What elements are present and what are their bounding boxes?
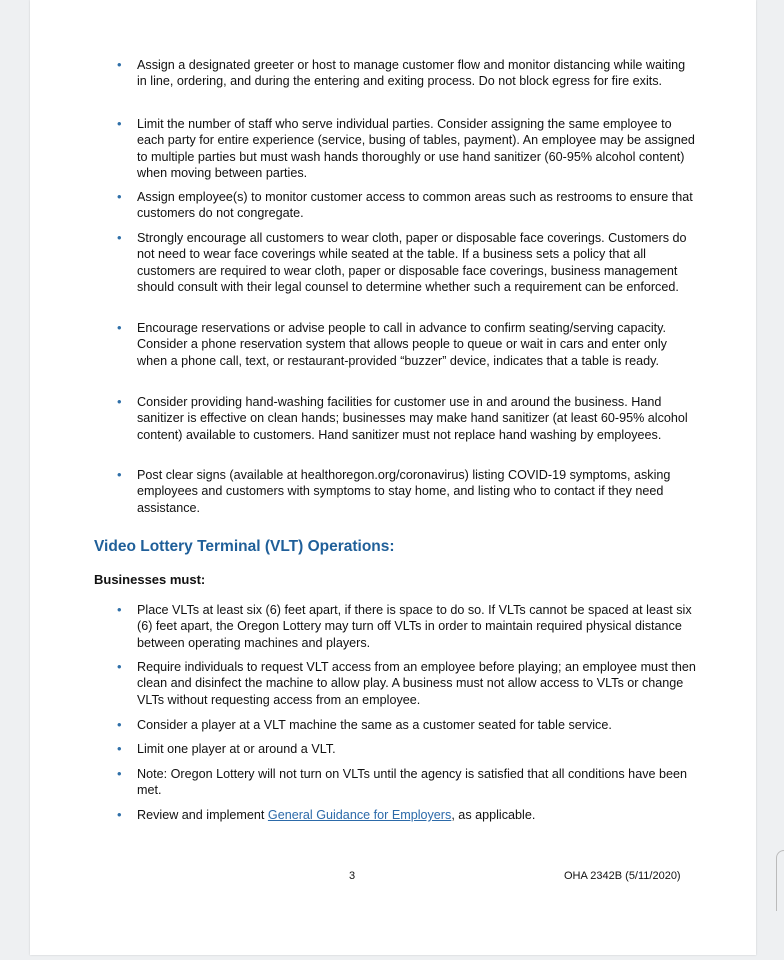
list-item [117,717,697,733]
bullet-icon: • [117,116,122,131]
bullet-icon: • [117,766,122,781]
section-heading: Video Lottery Terminal (VLT) Operations: [94,538,395,555]
bullet-icon: • [117,602,122,617]
bullet-icon: • [117,230,122,245]
list-item-text-suffix: , as applicable. [451,808,536,822]
bullet-icon: • [117,741,122,756]
list-item [117,807,697,823]
list-item-text: Post clear signs (available at healthoregon.org/coronavirus) listing COVID-19 symptoms, asking employees and customers with symptoms to stay home, and listing who to contact if they need assistance. [137,468,671,515]
list-item [117,230,697,296]
subheading: Businesses must: [94,572,206,587]
form-id: OHA 2342B (5/11/2020) [564,870,681,882]
bullet-icon: • [117,394,122,409]
list-item [117,602,697,651]
bullet-icon: • [117,320,122,335]
bullet-icon: • [117,57,122,72]
document-page [30,0,756,955]
list-item [117,116,697,182]
list-item-text: Assign a designated greeter or host to manage customer flow and monitor distancing while waiting in line, ordering, and during the entering and exiting process. Do not block egress for fire exits. [137,58,686,89]
list-item-text: Note: Oregon Lottery will not turn on VLTs until the agency is satisfied that all conditions have been met. [137,767,688,798]
list-item-text: Strongly encourage all customers to wear cloth, paper or disposable face coverings. Customers do not need to wear face coverings while seated at the table. If a business sets a policy that all customers are required to wear cloth, paper or disposable face coverings, business management should consult with their legal counsel to determine whether such a requirement can be enforced. [137,231,687,295]
list-item-text: Place VLTs at least six (6) feet apart, if there is space to do so. If VLTs cannot be spaced at least six (6) feet apart, the Oregon Lottery may turn off VLTs in order to maintain required physical distance between operating machines and players. [137,603,692,650]
list-item-text: Require individuals to request VLT access from an employee before playing; an employee must then clean and disinfect the machine to allow play. A business must not allow access to VLTs or change VLTs without requesting access from an employee. [137,660,696,707]
list-item [117,766,697,799]
list-item [117,189,697,222]
list-item [117,741,697,757]
list-item-text: Limit the number of staff who serve individual parties. Consider assigning the same employee to each party for entire experience (service, busing of tables, payment). An employee may be assigned to multiple parties but must wash hands thoroughly or use hand sanitizer (60-95% alcohol content) when moving between parties. [137,117,695,181]
general-guidance-link[interactable]: General Guidance for Employers [267,808,452,822]
list-item-text: Consider a player at a VLT machine the same as a customer seated for table service. [137,718,612,732]
bullet-icon: • [117,717,122,732]
list-item [117,57,697,90]
list-item-text: Review and implement [137,808,268,822]
list-item-text: Assign employee(s) to monitor customer access to common areas such as restrooms to ensure that customers do not congregate. [137,190,693,221]
bullet-icon: • [117,189,122,204]
list-item [117,659,697,708]
bullet-icon: • [117,659,122,674]
list-item-text: Consider providing hand-washing facilities for customer use in and around the business. Hand sanitizer is effective on clean hands; businesses may make hand sanitizer (at least 60-95% alcohol content) available to customers. Hand sanitizer must not replace hand washing by employees. [137,395,688,442]
list-item-text: Encourage reservations or advise people to call in advance to confirm seating/serving capacity. Consider a phone reservation system that allows people to queue or wait in cars and enter only when a phone call, text, or restaurant-provided “buzzer” device, indicates that a table is ready. [137,321,667,368]
list-item [117,394,697,443]
page-edge-decoration [776,850,784,911]
list-item [117,467,697,516]
list-item [117,320,697,369]
bullet-icon: • [117,467,122,482]
list-item-text: Limit one player at or around a VLT. [137,742,336,756]
bullet-icon: • [117,807,122,822]
page-number: 3 [349,870,356,882]
